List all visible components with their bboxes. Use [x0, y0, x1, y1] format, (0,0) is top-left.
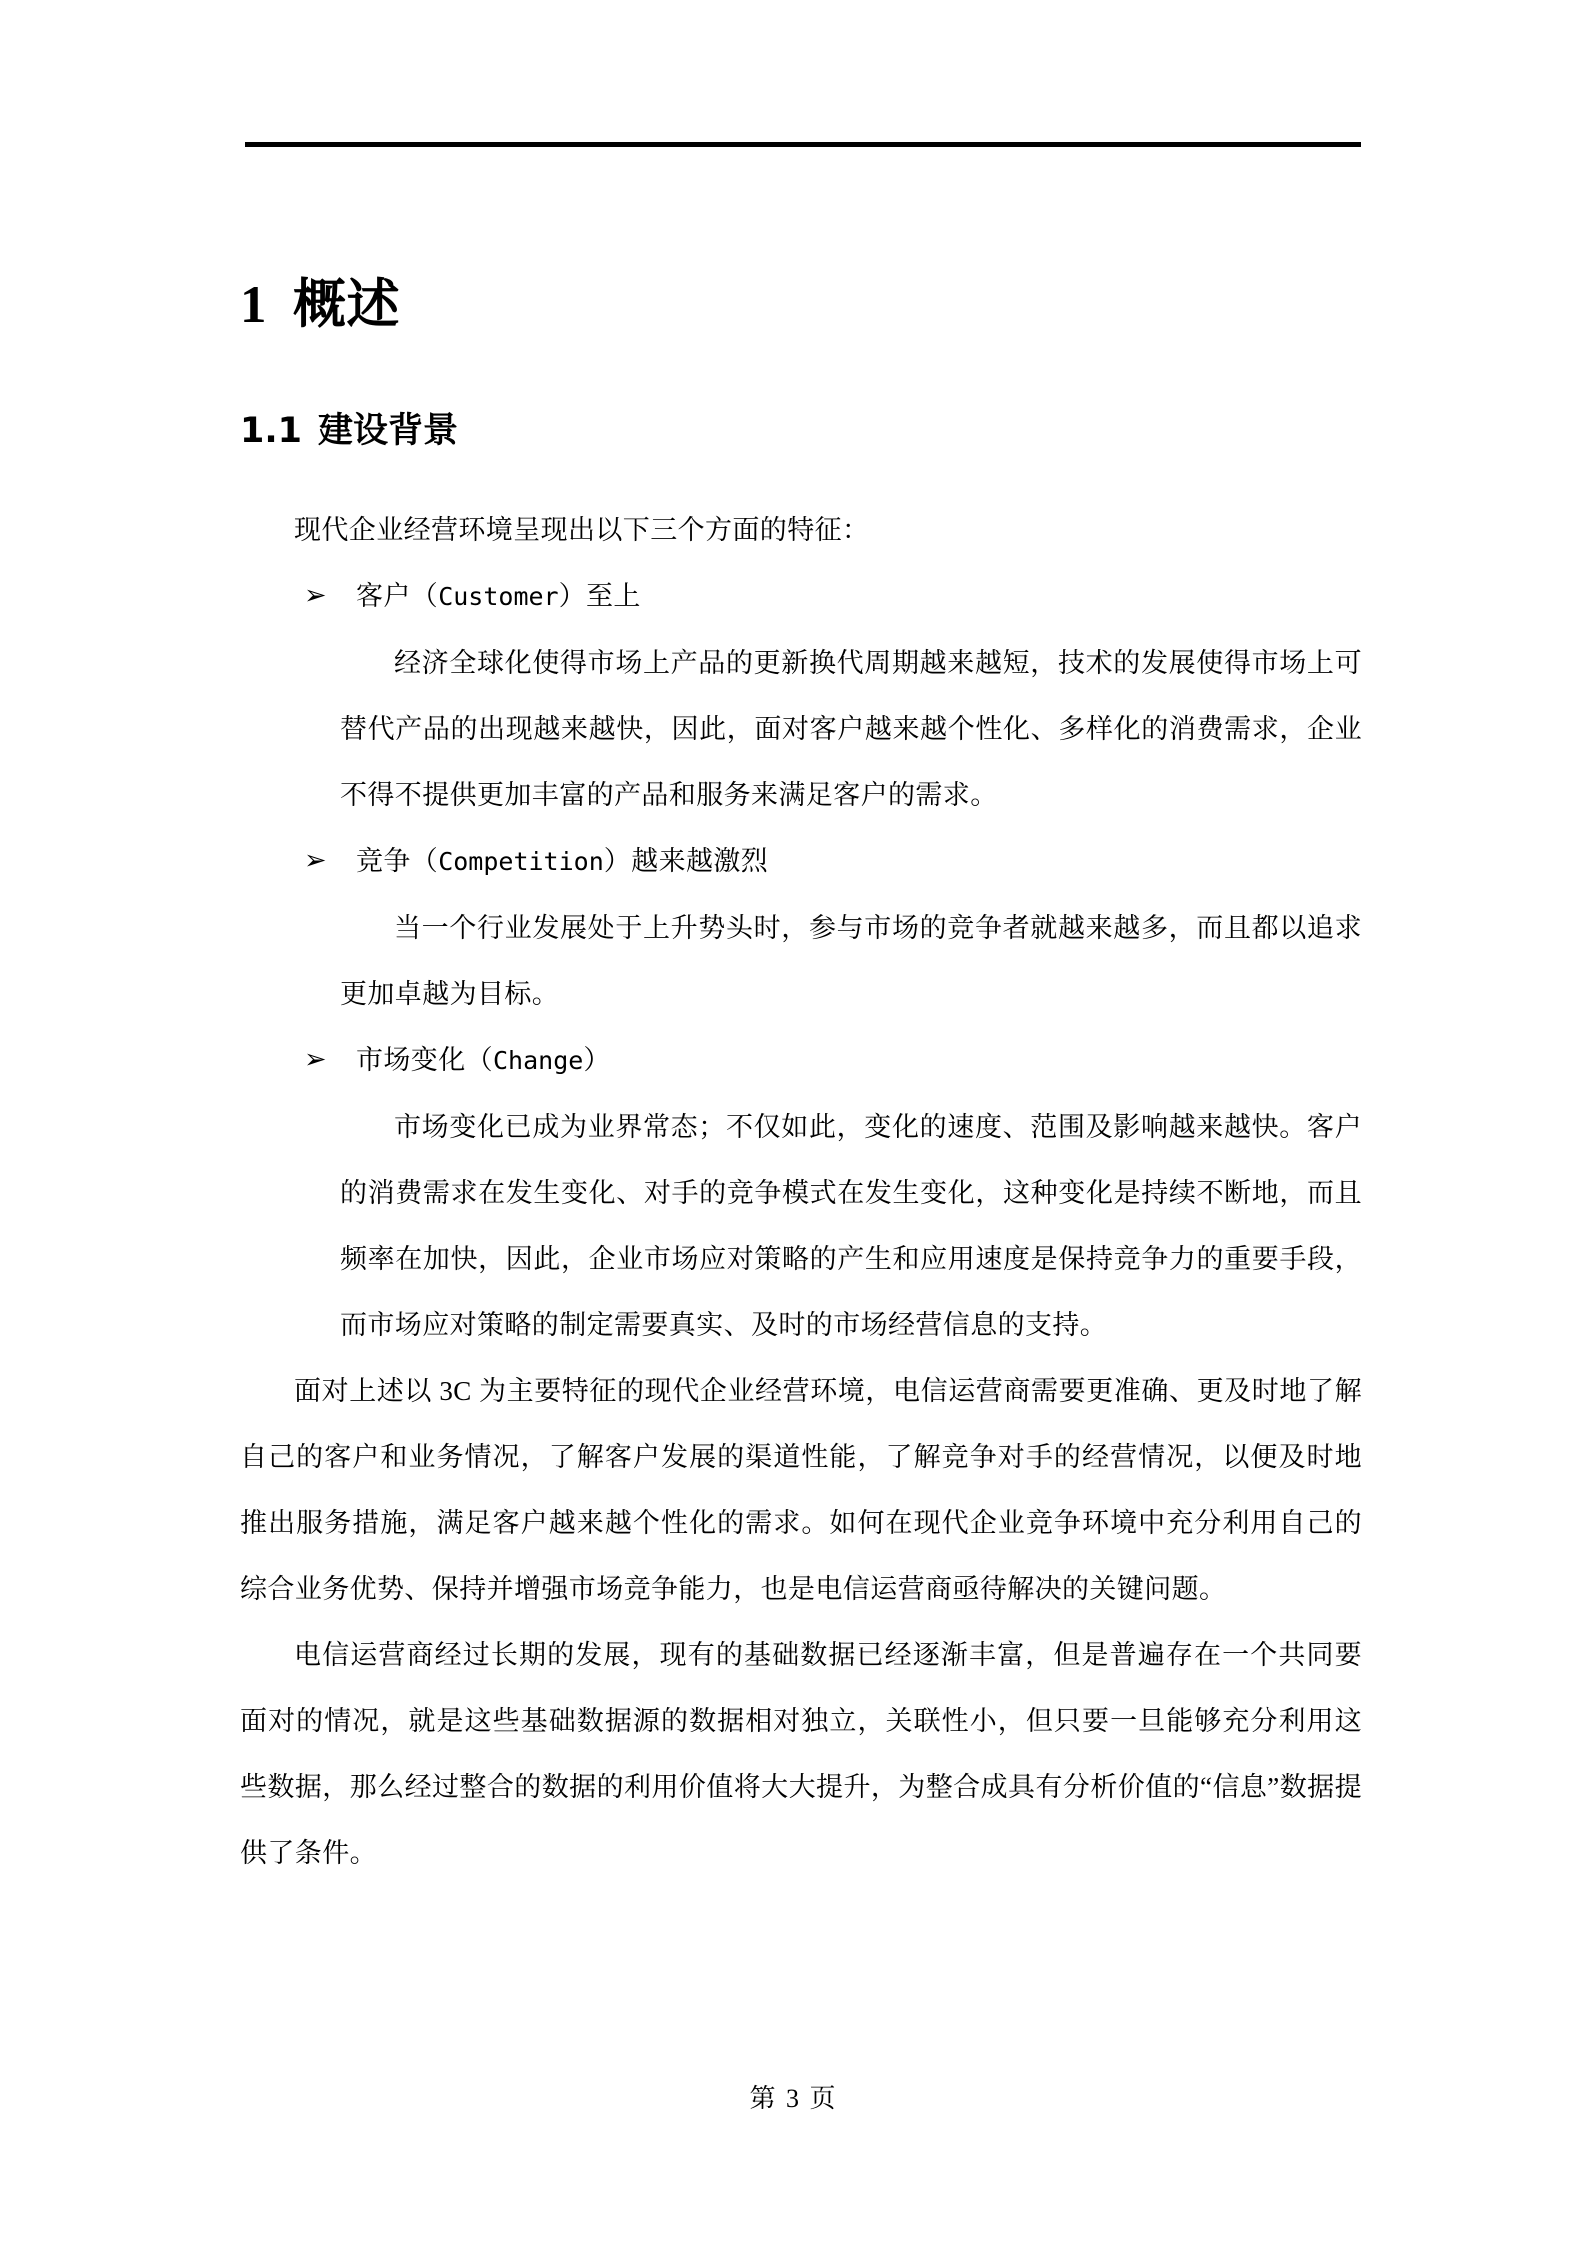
document-content [240, 275, 1362, 1886]
arrow-bullet-icon: ➢ [304, 844, 328, 876]
list-item-label-latin: Customer [438, 581, 559, 611]
list-item-label-cn-before: 竞争（ [356, 845, 439, 876]
heading-2-title: 建设背景 [318, 410, 459, 451]
section-heading-1-1 [240, 410, 1362, 452]
list-item-label [356, 846, 768, 876]
heading-1-title: 概述 [293, 276, 400, 334]
body-paragraph: 电信运营商经过长期的发展，现有的基础数据已经逐渐丰富，但是普遍存在一个共同要面对的情况，就是这些基础数据源的数据相对独立，关联性小，但只要一旦能够充分利用这些数据，那么经过整合的数据的利用价值将大大提升，为整合成具有分析价值的“信息”数据提供了条件。 [240, 1639, 1362, 1868]
header-rule [245, 142, 1361, 147]
heading-2-number: 1.1 [240, 410, 303, 451]
list-item [240, 1027, 1362, 1094]
list-item-label-cn-after: ） [583, 1044, 611, 1075]
list-item-paragraph: 当一个行业发展处于上升势头时，参与市场的竞争者就越来越多，而且都以追求更加卓越为目标。 [340, 912, 1362, 1009]
list-item-label-cn-before: 客户（ [356, 580, 439, 611]
list-item-label-cn-before: 市场变化（ [356, 1044, 493, 1075]
list-item [240, 828, 1362, 895]
list-item-label-cn-after: ）越来越激烈 [603, 845, 769, 876]
page-title-heading-1 [240, 275, 1362, 336]
list-item-label [356, 581, 641, 611]
page-footer [0, 2078, 1587, 2115]
list-item-paragraph: 市场变化已成为业界常态；不仅如此，变化的速度、范围及影响越来越快。客户的消费需求在发生变化、对手的竞争模式在发生变化，这种变化是持续不断地，而且频率在加快，因此，企业市场应对策略的产生和应用速度是保持竞争力的重要手段，而市场应对策略的制定需要真实、及时的市场经营信息的支持。 [340, 1111, 1362, 1340]
body-paragraph: 面对上述以 3C 为主要特征的现代企业经营环境，电信运营商需要更准确、更及时地了解自己的客户和业务情况，了解客户发展的渠道性能，了解竞争对手的经营情况，以便及时地推出服务措施，满足客户越来越个性化的需求。如何在现代企业竞争环境中充分利用自己的综合业务优势、保持并增强市场竞争能力，也是电信运营商亟待解决的关键问题。 [240, 1375, 1362, 1604]
arrow-bullet-icon: ➢ [304, 579, 328, 611]
list-item-label-cn-after: ）至上 [558, 580, 641, 611]
list-item-label [356, 1045, 611, 1075]
list-item-label-latin: Change [493, 1045, 584, 1075]
heading-1-number: 1 [240, 276, 267, 334]
page-number: 第 3 页 [749, 2084, 838, 2113]
lead-paragraph: 现代企业经营环境呈现出以下三个方面的特征： [294, 514, 870, 545]
list-item-paragraph: 经济全球化使得市场上产品的更新换代周期越来越短，技术的发展使得市场上可替代产品的出现越来越快，因此，面对客户越来越个性化、多样化的消费需求，企业不得不提供更加丰富的产品和服务来满足客户的需求。 [340, 647, 1362, 810]
list-item-label-latin: Competition [438, 846, 604, 876]
list-item [240, 563, 1362, 630]
arrow-bullet-icon: ➢ [304, 1043, 328, 1075]
feature-bullet-list [240, 563, 1362, 1358]
closing-paragraphs [240, 1358, 1362, 1886]
